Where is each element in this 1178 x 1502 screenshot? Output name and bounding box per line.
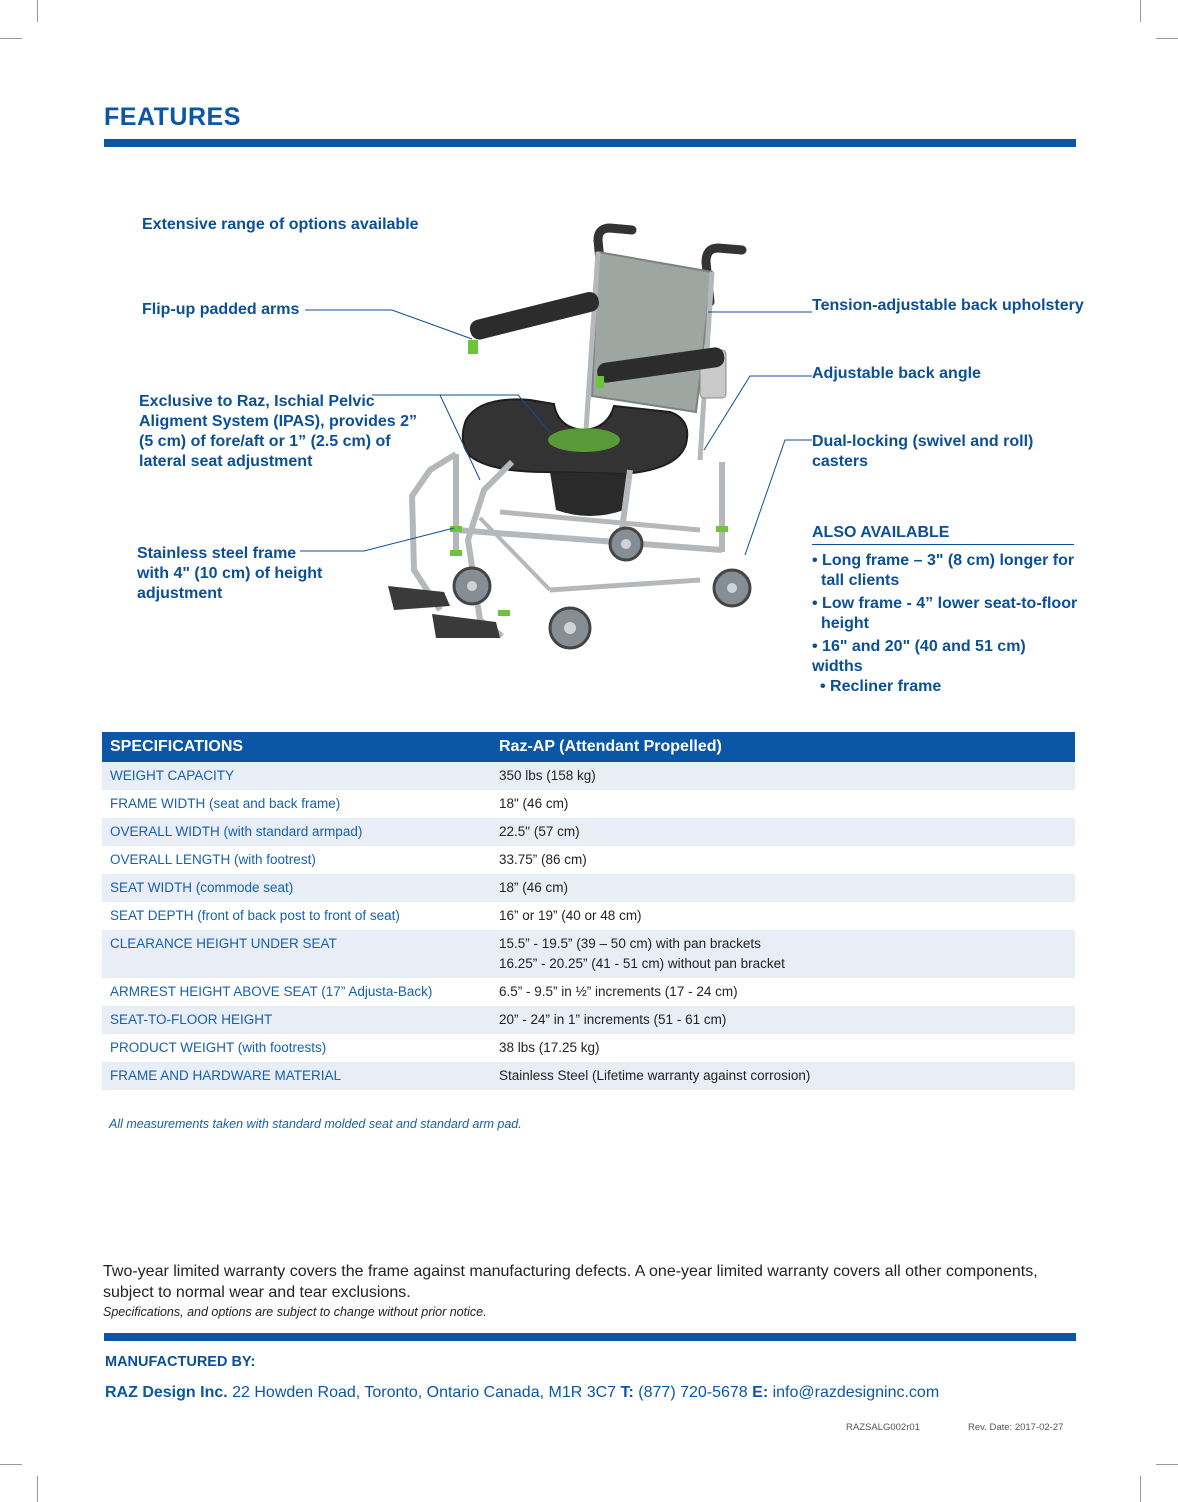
crop-mark <box>1140 1476 1141 1502</box>
manufacturer-line <box>105 1384 939 1402</box>
list-item-line: height <box>821 615 869 632</box>
table-row <box>102 1006 1075 1034</box>
phone-label: T: <box>620 1384 634 1401</box>
table-row <box>102 874 1075 902</box>
spec-value-line: 15.5” - 19.5” (39 – 50 cm) with pan brackets <box>499 936 761 951</box>
callout-text: Extensive range of options available <box>142 216 419 233</box>
spec-value-line: Stainless Steel (Lifetime warranty against corrosion) <box>499 1068 811 1083</box>
spec-label: SEAT WIDTH (commode seat) <box>102 874 491 902</box>
spec-label: WEIGHT CAPACITY <box>102 762 491 790</box>
footer-rule <box>104 1333 1076 1341</box>
list-item-line: • 16" and 20" (40 and 51 cm) widths <box>812 638 1026 675</box>
crop-mark <box>1156 1464 1178 1465</box>
callout-line: Aligment System (IPAS), provides 2” <box>139 413 417 430</box>
spec-value <box>491 846 1075 874</box>
spec-value <box>491 978 1075 1006</box>
spec-value-line: 350 lbs (158 kg) <box>499 768 596 783</box>
callout-line: Exclusive to Raz, Ischial Pelvic <box>139 393 375 410</box>
spec-label: SEAT DEPTH (front of back post to front of seat) <box>110 908 400 923</box>
spec-value-line: 20” - 24” in 1” increments (51 - 61 cm) <box>499 1012 727 1027</box>
callout-line: (5 cm) of fore/aft or 1” (2.5 cm) of <box>139 433 391 450</box>
callout-casters <box>812 432 1033 472</box>
list-item-line: • Recliner frame <box>820 678 942 695</box>
table-row <box>102 1034 1075 1062</box>
list-item-line: • Long frame – 3" (8 cm) longer for <box>812 552 1075 569</box>
spec-value <box>491 930 1075 978</box>
spec-value-line: 22.5" (57 cm) <box>499 824 580 839</box>
measurement-note: All measurements taken with standard molded seat and standard arm pad. <box>109 1117 522 1131</box>
table-row <box>102 930 1075 978</box>
callout-back-angle <box>812 364 981 384</box>
spec-value-line: 16” or 19” (40 or 48 cm) <box>499 908 642 923</box>
spec-value-line: 6.5” - 9.5” in ½” increments (17 - 24 cm) <box>499 984 738 999</box>
address: 22 Howden Road, Toronto, Ontario Canada, M1R 3C7 <box>227 1384 621 1401</box>
spec-value-line: 16.25” - 20.25” (41 - 51 cm) without pan bracket <box>499 956 785 971</box>
spec-label: CLEARANCE HEIGHT UNDER SEAT <box>102 930 491 978</box>
spec-label: ARMREST HEIGHT ABOVE SEAT (17” Adjusta-Back) <box>110 984 433 999</box>
specifications-table <box>102 732 1075 1090</box>
document-id: RAZSALG002r01 <box>846 1422 920 1433</box>
callout-text: Adjustable back angle <box>812 365 981 382</box>
table-row <box>102 762 1075 790</box>
list-item <box>812 551 1078 591</box>
callout-text: Flip-up padded arms <box>142 301 300 318</box>
company-name: RAZ Design Inc. <box>105 1384 228 1401</box>
shower-commode-chair-image <box>370 200 770 670</box>
manufacturer-title: MANUFACTURED BY: <box>105 1354 256 1370</box>
list-item-line: tall clients <box>821 572 900 589</box>
spec-label: OVERALL LENGTH (with footrest) <box>110 852 316 867</box>
spec-value <box>491 762 1075 790</box>
callout-line: Dual-locking (swivel and roll) <box>812 433 1034 450</box>
email-address: info@razdesigninc.com <box>768 1384 940 1401</box>
spec-value <box>491 818 1075 846</box>
callout-line: with 4" (10 cm) of height <box>137 565 323 582</box>
spec-value <box>491 790 1075 818</box>
crop-mark <box>37 1476 38 1502</box>
table-row <box>102 846 1075 874</box>
spec-value <box>491 874 1075 902</box>
table-row <box>102 790 1075 818</box>
crop-mark <box>1140 0 1141 22</box>
spec-value-line: 18” (46 cm) <box>499 880 569 895</box>
spec-label: FRAME WIDTH (seat and back frame) <box>110 796 341 811</box>
table-row <box>102 818 1075 846</box>
table-header-label: SPECIFICATIONS <box>102 732 491 762</box>
crop-mark <box>37 0 38 22</box>
email-label: E: <box>752 1384 769 1401</box>
phone-number: (877) 720-5678 <box>633 1384 753 1401</box>
crop-mark <box>0 1464 22 1465</box>
table-header-row <box>102 732 1075 762</box>
spec-label: FRAME AND HARDWARE MATERIAL <box>102 1062 491 1090</box>
spec-value <box>491 1034 1075 1062</box>
callout-line: casters <box>812 453 869 470</box>
spec-value <box>491 902 1075 930</box>
spec-value <box>491 1006 1075 1034</box>
features-title: FEATURES <box>104 103 241 131</box>
table-row <box>102 1062 1075 1090</box>
spec-value-line: 18" (46 cm) <box>499 796 569 811</box>
callout-ipas <box>139 392 417 472</box>
spec-value <box>491 1062 1075 1090</box>
spec-label: OVERALL WIDTH (with standard armpad) <box>102 818 491 846</box>
callout-line: Stainless steel frame <box>137 545 297 562</box>
callout-text: Tension-adjustable back upholstery <box>812 297 1084 314</box>
also-available-rule <box>812 544 1074 545</box>
crop-mark <box>1156 38 1178 39</box>
disclaimer-text: Specifications, and options are subject to change without prior notice. <box>103 1305 487 1319</box>
list-item <box>812 594 1078 634</box>
warranty-text: Two-year limited warranty covers the frame against manufacturing defects. A one-year limited warranty covers all other components, subject to normal wear and tear exclusions. <box>103 1263 1038 1301</box>
callout-arms <box>142 300 299 320</box>
table-row <box>102 902 1075 930</box>
spec-label: PRODUCT WEIGHT (with footrests) <box>110 1040 327 1055</box>
callout-frame <box>137 544 322 604</box>
spec-label: SEAT-TO-FLOOR HEIGHT <box>102 1006 491 1034</box>
spec-value-line: 38 lbs (17.25 kg) <box>499 1040 600 1055</box>
callout-options <box>142 215 419 235</box>
also-available-title: ALSO AVAILABLE <box>812 524 950 541</box>
callout-line: lateral seat adjustment <box>139 453 313 470</box>
callout-line: adjustment <box>137 585 223 602</box>
callout-upholstery <box>812 296 1084 316</box>
spec-value-line: 33.75” (86 cm) <box>499 852 587 867</box>
table-row <box>102 978 1075 1006</box>
features-rule <box>104 139 1076 147</box>
list-item <box>812 637 1078 697</box>
crop-mark <box>0 38 22 39</box>
list-item-line: • Low frame - 4” lower seat-to-floor <box>812 595 1078 612</box>
revision-date: Rev. Date: 2017-02-27 <box>968 1422 1064 1433</box>
also-available-list <box>812 551 1078 700</box>
table-header-value: Raz-AP (Attendant Propelled) <box>491 732 1075 762</box>
